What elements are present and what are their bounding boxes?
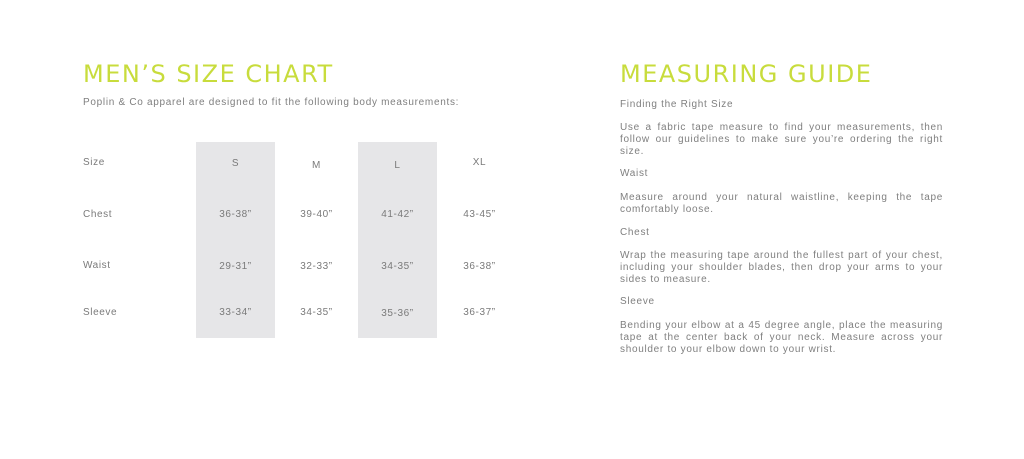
guide-intro-text: Use a fabric tape measure to find your measurements, then follow our guidelines to make sure you’re ordering the right size. (620, 122, 943, 157)
guide-waist-heading: Waist (620, 168, 649, 179)
guide-sleeve-heading: Sleeve (620, 296, 655, 307)
guide-waist-text: Measure around your natural waistline, keeping the tape comfortably loose. (620, 192, 943, 215)
row-label-chest: Chest (83, 209, 113, 220)
table-cell: 41-42” (381, 209, 414, 220)
guide-sleeve-text: Bending your elbow at a 45 degree angle, place the measuring tape at the center back of your neck. Measure across your shoulder to your elbow down to your wrist. (620, 320, 943, 355)
table-cell: 34-35” (300, 307, 333, 318)
table-cell: 36-38” (463, 261, 496, 272)
size-header-m: M (312, 160, 321, 171)
guide-intro-heading: Finding the Right Size (620, 99, 734, 110)
table-cell: 32-33” (300, 261, 333, 272)
size-header-l: L (394, 160, 401, 171)
row-label-sleeve: Sleeve (83, 307, 118, 318)
measuring-guide-title: MEASURING GUIDE (620, 60, 873, 88)
size-chart-subtitle: Poplin & Co apparel are designed to fit the following body measurements: (83, 97, 460, 108)
size-header-s: S (231, 158, 240, 169)
table-cell: 35-36” (381, 308, 414, 319)
table-cell: 36-38” (219, 209, 252, 220)
table-cell: 29-31” (219, 261, 252, 272)
table-cell: 39-40” (300, 209, 333, 220)
table-cell: 34-35” (381, 261, 414, 272)
table-cell: 36-37” (463, 307, 496, 318)
size-header-label: Size (83, 157, 105, 168)
size-chart-title: MEN’S SIZE CHART (83, 60, 334, 88)
guide-chest-text: Wrap the measuring tape around the fullest part of your chest, including your shoulder blades, then drop your arms to your sides to measure. (620, 250, 943, 285)
size-header-xl: XL (472, 157, 487, 168)
guide-chest-heading: Chest (620, 227, 650, 238)
table-cell: 43-45” (463, 209, 496, 220)
row-label-waist: Waist (83, 260, 111, 271)
table-cell: 33-34” (219, 307, 252, 318)
